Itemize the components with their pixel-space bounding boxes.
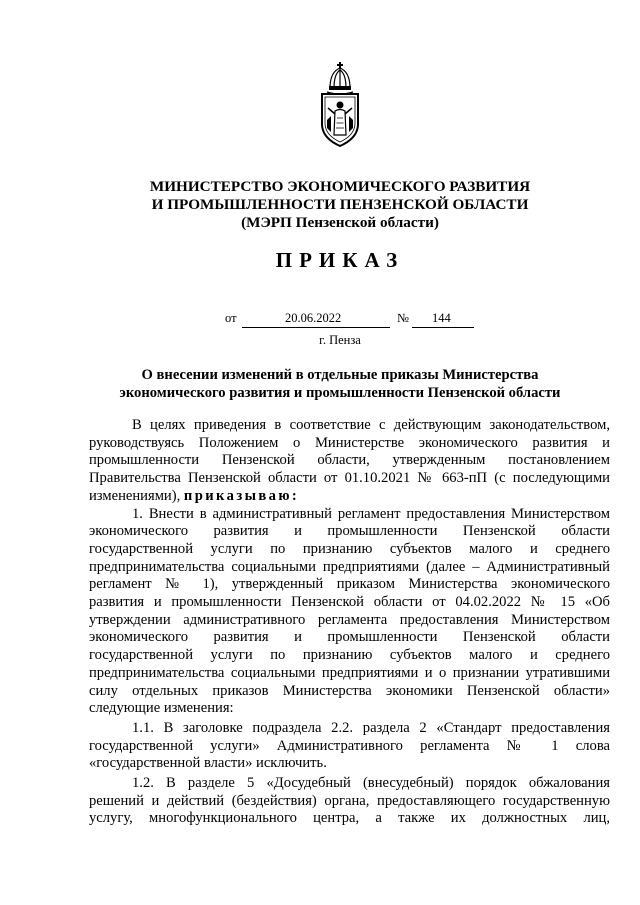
body-line: следующие изменения: — [89, 700, 234, 717]
ministry-name-line-2: И ПРОМЫШЛЕННОСТИ ПЕНЗЕНСКОЙ ОБЛАСТИ — [151, 196, 529, 213]
order-body — [89, 417, 610, 828]
body-line: 1.2. В разделе 5 «Досудебный (внесудебный) порядок обжалования — [132, 775, 610, 792]
body-line: промышленности Пензенской области, утвержденным постановлением — [89, 452, 610, 469]
ministry-header — [90, 178, 590, 232]
body-line: руководствуясь Положением о Министерстве экономического развития и — [89, 434, 610, 451]
body-line: государственной услуги» Административного регламента № 1 слова — [89, 737, 610, 754]
body-line: утверждении административного регламента предоставления Министерством — [89, 611, 610, 628]
body-line: «государственной власти» исключить. — [89, 755, 327, 772]
body-line: государственной услуги по признанию субъектов малого и среднего — [89, 540, 610, 557]
order-command: приказываю: — [183, 487, 300, 504]
order-date-number-row — [0, 311, 640, 329]
ministry-name-line-1: МИНИСТЕРСТВО ЭКОНОМИЧЕСКОГО РАЗВИТИЯ — [149, 178, 531, 195]
body-line — [89, 488, 610, 506]
body-line: регламент № 1), утвержденный приказом Министерства экономического — [89, 576, 610, 593]
body-line: Правительства Пензенской области от 01.10.2021 № 663-пП (с последующими — [89, 470, 610, 487]
number-underline — [412, 327, 474, 328]
body-line: услугу, многофункционального центра, а также их должностных лиц, — [89, 810, 610, 827]
ministry-short-name: (МЭРП Пензенской области) — [241, 214, 439, 231]
subject-line-1: О внесении изменений в отдельные приказы Министерства — [141, 367, 539, 383]
body-line: экономического развития и промышленности Пензенской области — [89, 629, 610, 646]
order-date: 20.06.2022 — [285, 311, 342, 325]
number-sign: № — [397, 311, 409, 325]
body-line: решений и действий (бездействия) органа, предоставляющего государственную — [89, 792, 610, 809]
penza-coat-of-arms-icon — [318, 62, 362, 148]
subject-line-2: экономического развития и промышленности Пензенской области — [119, 385, 561, 401]
body-line: государственной услуги по признанию субъектов малого и среднего — [89, 647, 610, 664]
body-text-fragment: изменениями), — [89, 487, 181, 504]
body-line: 1. Внести в административный регламент предоставления Министерством — [132, 505, 610, 522]
order-number: 144 — [432, 311, 451, 325]
body-line: предпринимательства социальными предприятиями (далее – Административный — [89, 558, 610, 575]
date-underline — [242, 327, 390, 328]
order-subject — [90, 366, 590, 402]
body-line: 1.1. В заголовке подраздела 2.2. раздела 2 «Стандарт предоставления — [132, 719, 610, 736]
city: г. Пенза — [319, 333, 361, 347]
body-line: развития и промышленности Пензенской области от 04.02.2022 № 15 «Об — [89, 594, 610, 611]
body-line: В целях приведения в соответствие с действующим законодательством, — [132, 417, 610, 433]
body-line: силу отдельных приказов Министерства экономики Пензенской области» — [89, 682, 610, 699]
document-title: ПРИКАЗ — [275, 248, 405, 272]
body-line: экономического развития и промышленности Пензенской области — [89, 523, 610, 540]
body-line: предпринимательства социальными предприятиями и о признании утратившими — [89, 664, 610, 681]
date-prefix: от — [225, 311, 237, 325]
